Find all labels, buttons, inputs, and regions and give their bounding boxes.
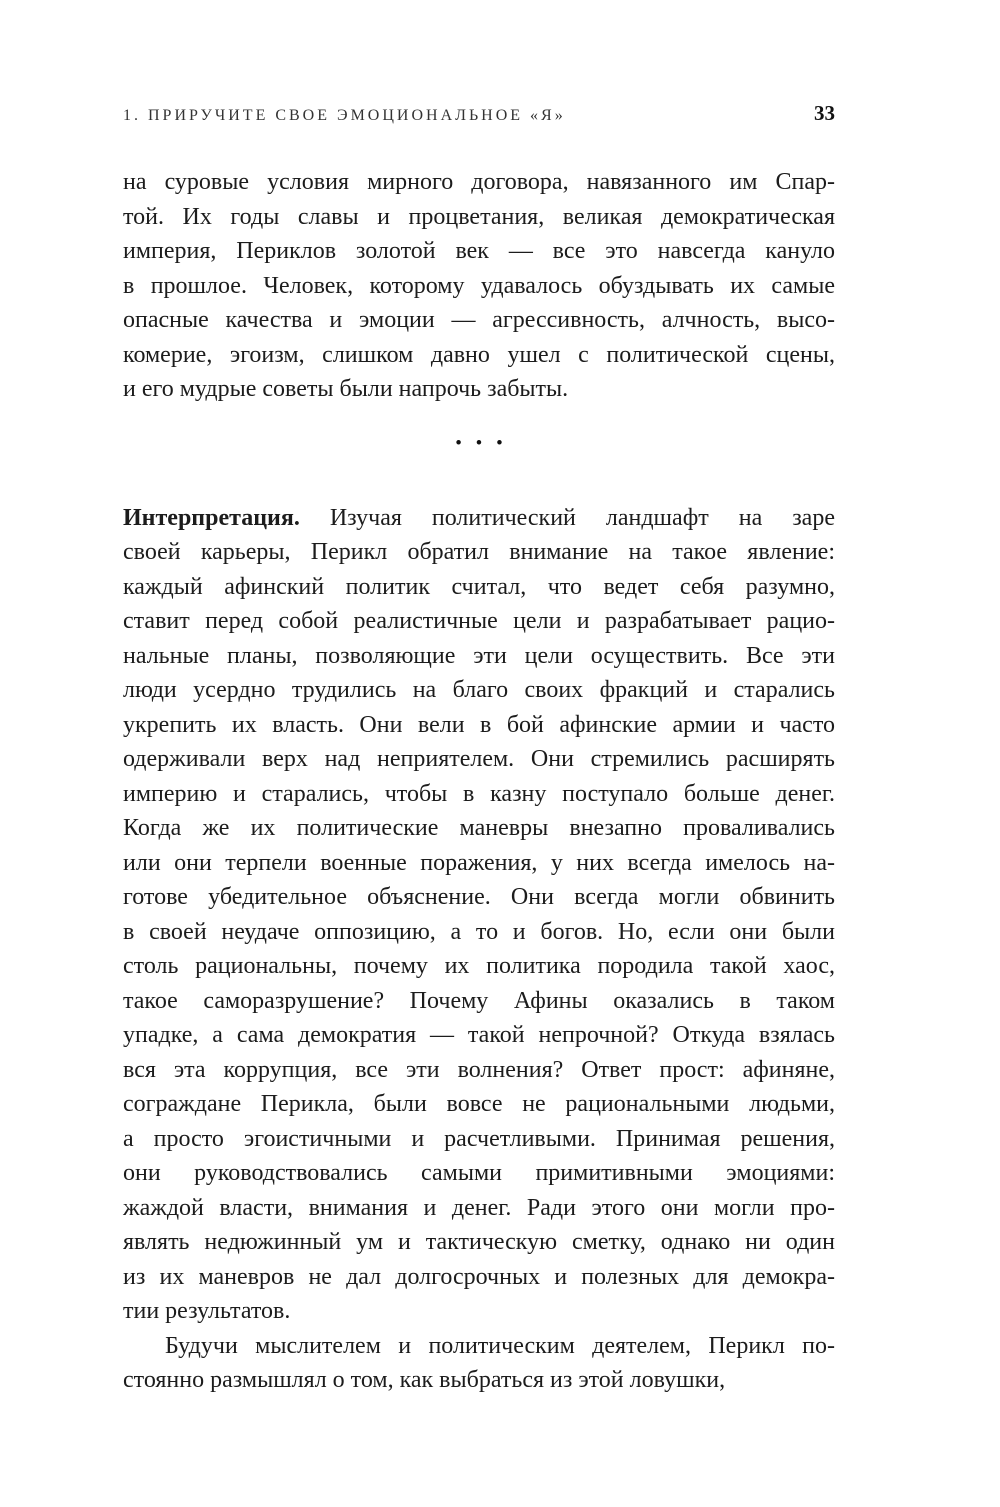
text-line: или они терпели военные поражения, у них всегда имелось на- <box>123 849 835 876</box>
text-line: они руководствовались самыми примитивными эмоциями: <box>123 1160 835 1186</box>
text-line: каждый афинский политик считал, что ведет себя разумно, <box>123 573 835 600</box>
text-column <box>123 165 835 1398</box>
text-line: на суровые условия мирного договора, навязанного им Спар- <box>123 169 835 195</box>
page-number: 33 <box>814 101 835 125</box>
text-line: Когда же их политические маневры внезапно проваливались <box>123 815 835 841</box>
text-line: укрепить их власть. Они вели в бой афинские армии и часто <box>123 711 835 738</box>
text-line: ставит перед собой реалистичные цели и разрабатывает рацио- <box>123 608 835 634</box>
text-line: и его мудрые советы были напрочь забыты. <box>123 376 569 402</box>
text-line: такое саморазрушение? Почему Афины оказались в таком <box>123 987 835 1014</box>
text-line: сограждане Перикла, были вовсе не рациональными людьми, <box>123 1091 835 1117</box>
paragraph <box>123 1329 835 1398</box>
text-line: империя, Периклов золотой век — все это навсегда кануло <box>123 238 835 264</box>
text-line: своей карьеры, Перикл обратил внимание на такое явление: <box>123 539 835 565</box>
text-line: Будучи мыслителем и политическим деятелем, Перикл по- <box>165 1332 835 1359</box>
paragraph <box>123 501 835 1329</box>
running-head: 1. ПРИРУЧИТЕ СВОЕ ЭМОЦИОНАЛЬНОЕ «Я» <box>123 107 566 124</box>
text-line: вся эта коррупция, все эти волнения? Ответ прост: афиняне, <box>123 1056 835 1083</box>
text-line: готове убедительное объяснение. Они всегда могли обвинить <box>123 884 835 910</box>
paragraph <box>123 165 835 407</box>
text-line: одерживали верх над неприятелем. Они стремились расширять <box>123 746 835 772</box>
text-line: империю и старались, чтобы в казну поступало больше денег. <box>123 780 835 807</box>
text-line: являть недюжинный ум и тактическую сметку, однако ни один <box>123 1229 835 1255</box>
text-line: нальные планы, позволяющие эти цели осуществить. Все эти <box>123 642 835 669</box>
text-line: в прошлое. Человек, которому удавалось обуздывать их самые <box>123 272 835 299</box>
text-line: в своей неудаче оппозицию, а то и богов. Но, если они были <box>123 918 835 945</box>
page-header <box>123 101 835 126</box>
text-line: люди усердно трудились на благо своих фракций и старались <box>123 677 835 703</box>
text-line: из их маневров не дал долгосрочных и полезных для демокра- <box>123 1263 835 1290</box>
text-line: тии результатов. <box>123 1298 291 1324</box>
section-separator-dots: • • • <box>455 432 503 454</box>
paragraph-lead-bold: Интерпретация. <box>123 504 300 531</box>
text-line: Интерпретация. Изучая политический ландшафт на заре <box>123 504 835 531</box>
text-line: опасные качества и эмоции — агрессивность, алчность, высо- <box>123 307 835 333</box>
text-line: столь рациональны, почему их политика породила такой хаос, <box>123 953 835 979</box>
text-line: стоянно размышлял о том, как выбраться из этой ловушки, <box>123 1367 726 1393</box>
text-line: жаждой власти, внимания и денег. Ради этого они могли про- <box>123 1194 835 1221</box>
text-line: той. Их годы славы и процветания, великая демократическая <box>123 203 835 230</box>
text-line: а просто эгоистичными и расчетливыми. Принимая решения, <box>123 1125 835 1152</box>
text-line: комерие, эгоизм, слишком давно ушел с политической сцены, <box>123 341 835 368</box>
text-line: упадке, а сама демократия — такой непрочной? Откуда взялась <box>123 1022 835 1048</box>
